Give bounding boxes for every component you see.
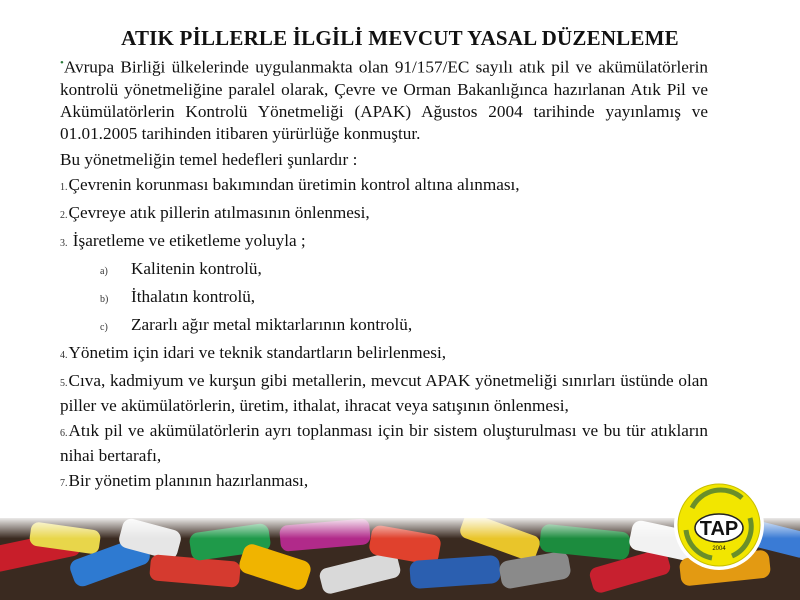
list-item-2 [60, 202, 708, 227]
sub-item-c [100, 314, 708, 339]
list-item-7 [60, 470, 708, 495]
slide-body [60, 52, 708, 495]
list-item-3 [60, 230, 708, 255]
intro-paragraph [60, 52, 708, 145]
item-text: İşaretleme ve etiketleme yoluyla ; [68, 230, 306, 250]
item-text: Çevreye atık pillerin atılmasının önlenmesi, [68, 202, 370, 222]
goals-heading: Bu yönetmeliğin temel hedefleri şunlardır : [60, 149, 358, 169]
item-text: Yönetim için idari ve teknik standartların belirlenmesi, [68, 342, 447, 362]
list-item-6 [60, 420, 708, 467]
logo-year: 2004 [712, 546, 726, 552]
tap-logo-icon [672, 478, 766, 572]
item-number: 3. [60, 237, 68, 249]
item-text: Çevrenin korunması bakımından üretimin kontrol altına alınması, [68, 174, 520, 194]
sub-item-letter: c) [100, 321, 108, 333]
tap-logo [672, 478, 766, 572]
intro-text: Avrupa Birliği ülkelerinde uygulanmakta olan 91/157/EC sayılı atık pil ve akümülatörlerin kontrolü yönetmeliğine paralel olarak, Çevre ve Orman Bakanlığınca hazırlanan Atık Pil ve Akümülatörlerin Kontrolü Yönetmeliği (APAK) Ağustos 2004 tarihinde yayınlamış ve 01.01.2005 tarihinden itibaren yürürlüğe konmuştur. [60, 57, 708, 143]
sub-item-a [100, 258, 708, 283]
item-number: 4. [60, 349, 68, 361]
item-number: 5. [60, 377, 68, 389]
item-text: Atık pil ve akümülatörlerin ayrı toplanması için bir sistem oluşturulması ve bu tür atıkların nihai bertarafı, [60, 420, 708, 465]
sub-item-b [100, 286, 708, 311]
item-number: 6. [60, 427, 68, 439]
item-text: Cıva, kadmiyum ve kurşun gibi metallerin, mevcut APAK yönetmeliği sınırları üstünde olan piller ve akümülatörlerin, üretim, ithalat, ihracat veya satışının önlenmesi, [60, 370, 708, 415]
sub-item-text: İthalatın kontrolü, [131, 286, 256, 306]
item-number: 7. [60, 477, 68, 489]
sub-item-letter: a) [100, 265, 108, 277]
item-number: 2. [60, 209, 68, 221]
sub-item-text: Zararlı ağır metal miktarlarının kontrolü, [131, 314, 413, 334]
bullet-icon: • [60, 57, 64, 69]
item-number: 1. [60, 181, 68, 193]
sub-item-text: Kalitenin kontrolü, [131, 258, 262, 278]
list-item-1 [60, 174, 708, 199]
sub-item-letter: b) [100, 293, 109, 305]
logo-text: TAP [699, 518, 739, 540]
list-item-4 [60, 342, 708, 367]
list-item-5 [60, 370, 708, 417]
slide-title: ATIK PİLLERLE İLGİLİ MEVCUT YASAL DÜZENLEME [121, 26, 679, 50]
item-text: Bir yönetim planının hazırlanması, [68, 470, 309, 490]
